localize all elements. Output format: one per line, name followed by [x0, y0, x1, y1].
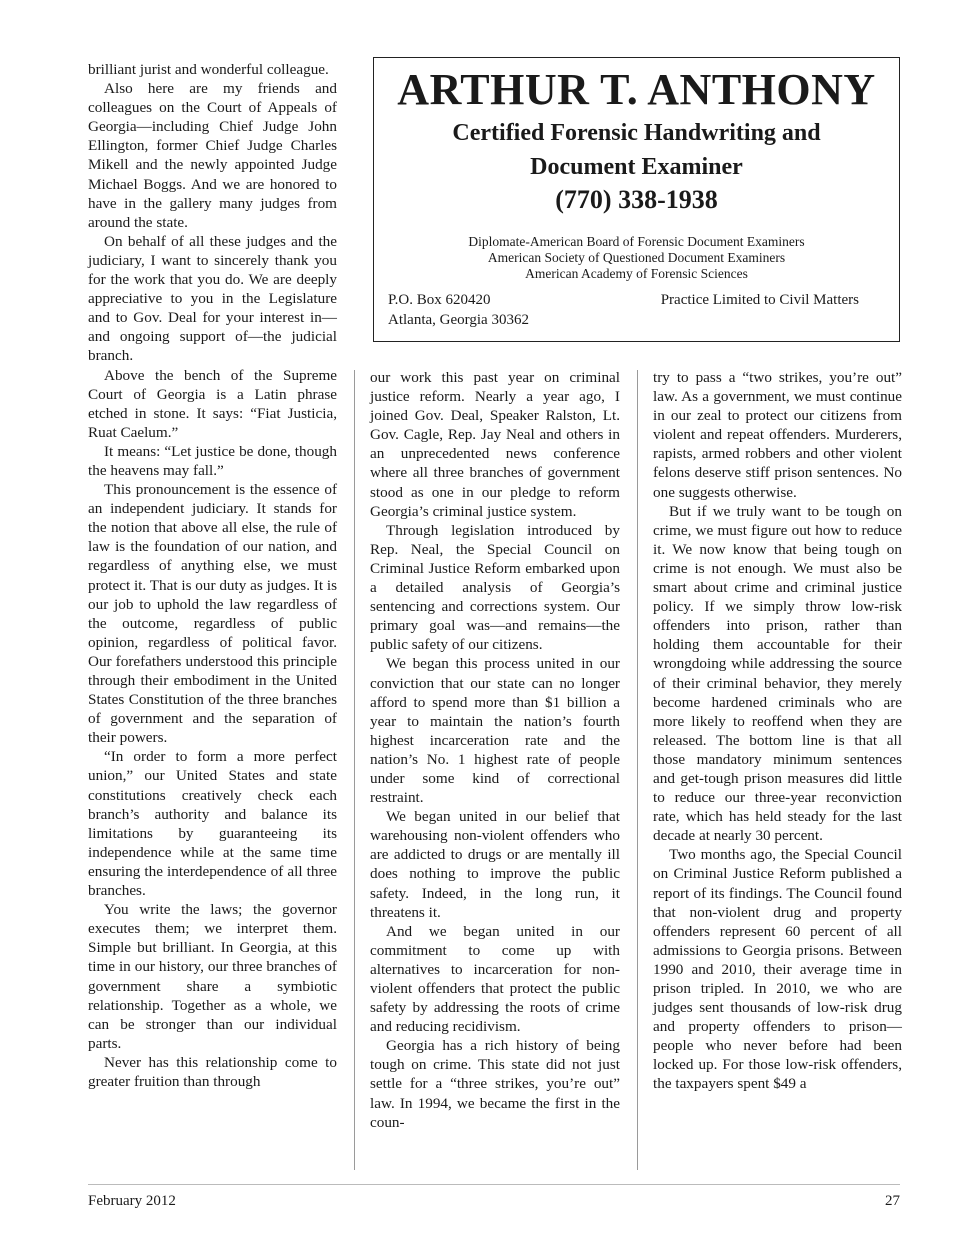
paragraph: Georgia has a rich history of being tough on crime. This state did not just settle for a “three strikes, you’re out” law. In 1994, we became the first in the coun-: [370, 1037, 620, 1131]
paragraph: Two months ago, the Special Council on Criminal Justice Reform published a report of its findings. The Council found that non-violent drug and property offenders represent 60 percent of all admissions to Georgia prisons. Between 1990 and 2010, their average time in prison tripled. In 2010, we who are judges sent thousands of low-risk drug and property offenders to prison—people who never before had been locked up. For those low-risk offenders, the taxpayers spent $49 a: [653, 846, 902, 1093]
ad-credential: American Academy of Forensic Sciences: [525, 266, 748, 281]
ad-credential: Diplomate-American Board of Forensic Document Examiners: [468, 234, 805, 249]
paragraph: brilliant jurist and wonderful colleague.: [88, 61, 329, 78]
paragraph: You write the laws; the governor executes them; we interpret them. Simple but brilliant. In Georgia, at this time in our history, our three branches of government share a symbiotic relationship. Together as a whole, we can be stronger than our individual parts.: [88, 901, 337, 1052]
page-number: 27: [885, 1193, 900, 1209]
column-divider: [354, 370, 355, 1170]
ad-address-block: [388, 290, 859, 330]
ad-city: Atlanta, Georgia 30362: [388, 312, 529, 328]
paragraph: Also here are my friends and colleagues on the Court of Appeals of Georgia—including Chief Judge John Ellington, former Chief Judge Charles Mikell and the newly appointed Judge Michael Boggs. And we are honored to have in the gallery many judges from around the state.: [88, 80, 337, 231]
paragraph: This pronouncement is the essence of an independent judiciary. It stands for the notion that above all else, the rule of law is the foundation of our nation, and regardless of anything else, we must protect it. That is our duty as judges. It is our job to uphold the law regardless of the outcome, regardless of public opinion, regardless of political favor. Our forefathers understood this principle through their embodiment in the United States Constitution of the three branches of government and the separation of their powers.: [88, 481, 338, 747]
ad-title-line1: Certified Forensic Handwriting and: [452, 120, 821, 146]
footer-date: February 2012: [88, 1193, 176, 1209]
paragraph: And we began united in our commitment to come up with alternatives to incarceration for non-violent offenders that protect the public safety by addressing the roots of crime and reducing recidivism.: [370, 922, 620, 1036]
ad-credentials: [374, 234, 899, 282]
paragraph: We began this process united in our conviction that our state can no longer afford to spend more than $1 billion a year to maintain the nation’s fourth highest incarceration rate and the nation’s No. 1 highest rate of people under some kind of correctional restraint.: [370, 655, 620, 807]
paragraph: “In order to form a more perfect union,” our United States and state constitutions creatively check each branch’s authority and balance its limitations by guaranteeing its independence while at the same time ensuring the interdependence of all three branches.: [88, 748, 337, 900]
advertisement-box: [373, 57, 900, 342]
paragraph: Above the bench of the Supreme Court of Georgia is a Latin phrase etched in stone. It says: “Fiat Justicia, Ruat Caelum.”: [88, 366, 337, 441]
ad-phone: (770) 338-1938: [555, 185, 718, 214]
paragraph: But if we truly want to be tough on crime, we must figure out how to reduce it. We now know that being tough on crime is not enough. We must also be smart about crime and criminal justice policy. If we simply throw low-risk offenders into prison, rather than holding them accountable for their wrongdoing while addressing the source of their criminal behavior, they merely become hardened criminals who are more likely to reoffend when they are released. The bottom line is that all those mandatory minimum sentences and get-tough prison measures did little to reduce our three-year reconviction rate, which has held steady for the last decade at nearly 30 percent.: [653, 502, 902, 845]
footer-rule: [88, 1184, 900, 1185]
ad-title-line2: Document Examiner: [530, 154, 743, 180]
column-divider: [637, 370, 638, 1170]
ad-po-box: P.O. Box 620420: [388, 292, 491, 308]
paragraph: It means: “Let justice be done, though the heavens may fall.”: [88, 442, 337, 479]
ad-credential: American Society of Questioned Document Examiners: [487, 250, 786, 265]
paragraph: Through legislation introduced by Rep. Neal, the Special Council on Criminal Justice Reform embarked upon a detailed analysis of Georgia’s sentencing and corrections system. Our primary goal was—and remains—the public safety of our citizens.: [370, 521, 620, 654]
ad-practice: Practice Limited to Civil Matters: [660, 292, 859, 308]
article-column-1: [88, 60, 337, 1091]
paragraph: Never has this relationship come to greater fruition than through: [88, 1053, 337, 1090]
paragraph: our work this past year on criminal justice reform. Nearly a year ago, I joined Gov. Deal, Speaker Ralston, Lt. Gov. Cagle, Rep. Jay Neal and others in an unprecedented news conference where all three branches of government stood as one in our pledge to reform Georgia’s criminal justice system.: [370, 369, 620, 520]
article-column-3: [653, 368, 902, 1094]
paragraph: We began united in our belief that warehousing non-violent offenders who are addicted to drugs or are mentally ill does nothing to improve the public safety. Indeed, in the long run, it threatens it.: [370, 808, 620, 921]
article-column-2: [370, 368, 620, 1132]
paragraph: On behalf of all these judges and the judiciary, I want to sincerely thank you for the work that you do. We are deeply appreciative to you in the Legislature and to Gov. Deal for your interest in—and ongoing support of—the judicial branch.: [88, 232, 337, 365]
paragraph: try to pass a “two strikes, you’re out” law. As a government, we must continue in our zeal to protect our citizens from violent and repeat offenders. Murderers, rapists, armed robbers and other violent felons deserve stiff prison sentences. No one suggests otherwise.: [653, 369, 902, 501]
ad-name: ARTHUR T. ANTHONY: [397, 65, 876, 114]
